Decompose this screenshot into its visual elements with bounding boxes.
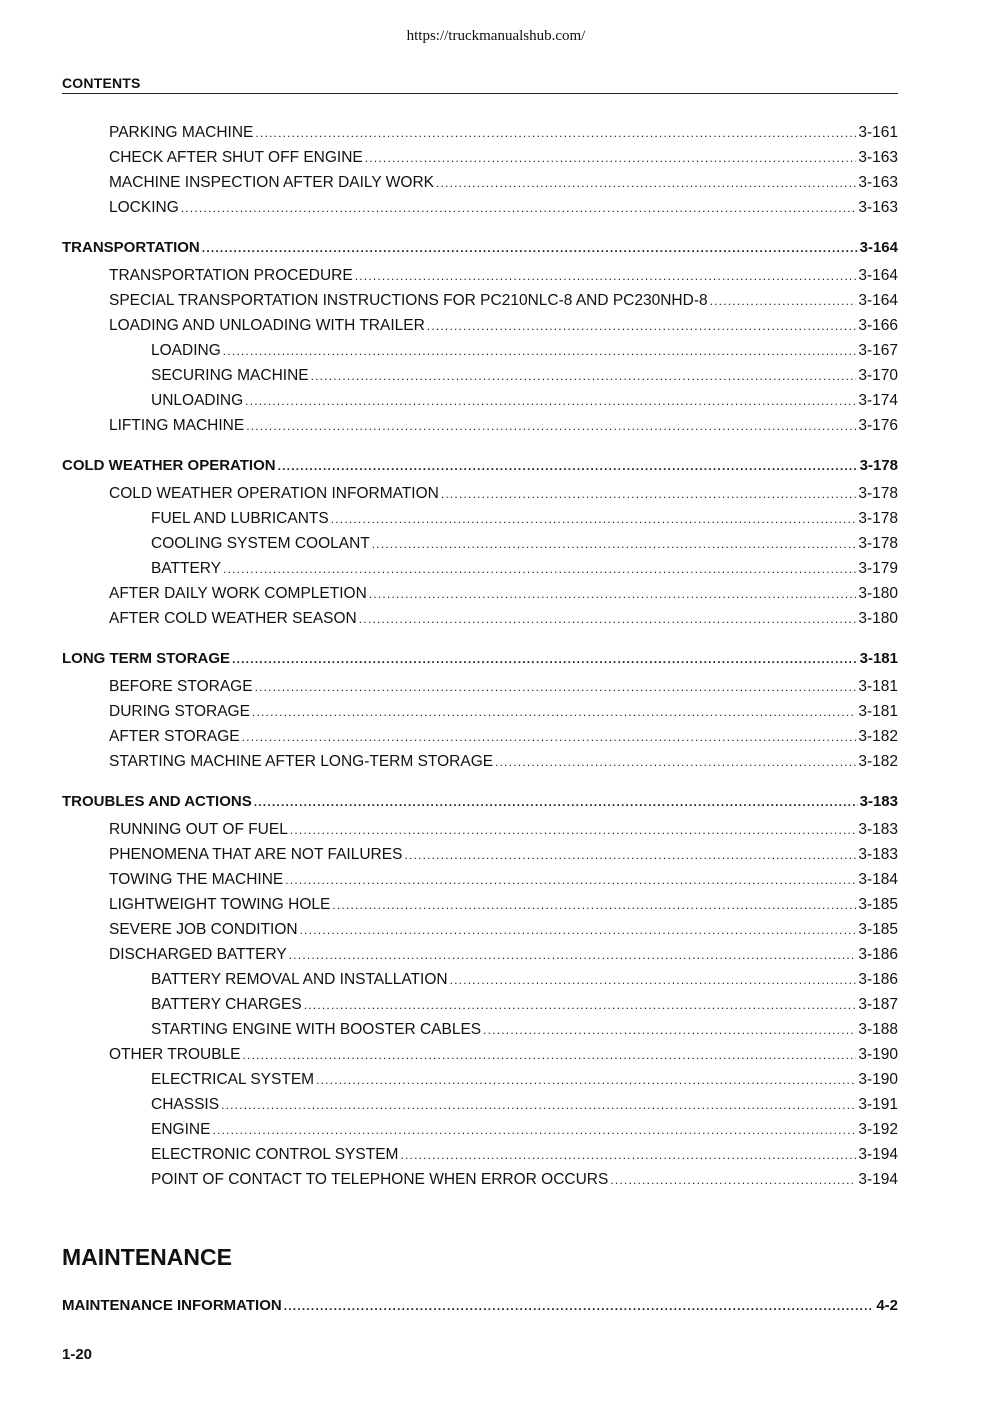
dot-leader bbox=[331, 507, 857, 532]
toc-entry-page: 3-181 bbox=[858, 678, 898, 695]
toc-entry-title: LIFTING MACHINE bbox=[109, 417, 245, 434]
toc-entry-title: RUNNING OUT OF FUEL bbox=[109, 821, 288, 838]
toc-entry[interactable] bbox=[62, 699, 898, 724]
toc-entry[interactable] bbox=[62, 1167, 898, 1192]
toc-entry-page: 3-192 bbox=[858, 1121, 898, 1138]
source-url[interactable]: https://truckmanualshub.com/ bbox=[406, 28, 586, 44]
toc-entry-page: 3-181 bbox=[859, 650, 898, 667]
toc-entry-page: 4-2 bbox=[876, 1297, 898, 1314]
toc-entry-title: COOLING SYSTEM COOLANT bbox=[151, 535, 370, 552]
dot-leader bbox=[710, 289, 857, 314]
toc-entry-title: TRANSPORTATION PROCEDURE bbox=[109, 267, 353, 284]
toc-entry-page: 3-185 bbox=[858, 921, 898, 938]
toc-entry-title: BATTERY REMOVAL AND INSTALLATION bbox=[151, 971, 448, 988]
toc-entry[interactable] bbox=[62, 917, 898, 942]
toc-entry-title: SPECIAL TRANSPORTATION INSTRUCTIONS FOR PC210NLC-8 AND PC230NHD-8 bbox=[109, 292, 708, 309]
dot-leader bbox=[369, 582, 857, 607]
dot-leader bbox=[245, 389, 856, 414]
toc-entry[interactable] bbox=[62, 992, 898, 1017]
toc-entry-page: 3-167 bbox=[858, 342, 898, 359]
toc-entry[interactable] bbox=[62, 674, 898, 699]
toc-entry[interactable] bbox=[62, 506, 898, 531]
toc-entry[interactable] bbox=[62, 967, 898, 992]
toc-entry-page: 3-182 bbox=[858, 753, 898, 770]
toc-entry[interactable] bbox=[62, 120, 898, 145]
maintenance-toc bbox=[62, 1293, 898, 1318]
toc-entry-page: 3-186 bbox=[858, 946, 898, 963]
toc-entry-title: TRANSPORTATION bbox=[62, 239, 200, 256]
toc-entry[interactable] bbox=[62, 363, 898, 388]
toc-entry-title: SEVERE JOB CONDITION bbox=[109, 921, 298, 938]
toc-entry-page: 3-178 bbox=[859, 457, 898, 474]
toc-entry-title: UNLOADING bbox=[151, 392, 244, 409]
toc-entry[interactable] bbox=[62, 1017, 898, 1042]
toc-entry-title: COLD WEATHER OPERATION INFORMATION bbox=[109, 485, 439, 502]
toc-entry-title: ELECTRONIC CONTROL SYSTEM bbox=[151, 1146, 399, 1163]
toc-entry-title: ENGINE bbox=[151, 1121, 211, 1138]
dot-leader bbox=[246, 414, 856, 439]
toc-entry-title: TROUBLES AND ACTIONS bbox=[62, 793, 252, 810]
dot-leader bbox=[404, 843, 856, 868]
toc-entry-page: 3-194 bbox=[858, 1171, 898, 1188]
dot-leader bbox=[223, 557, 856, 582]
toc-entry-page: 3-187 bbox=[858, 996, 898, 1013]
toc-entry-page: 3-163 bbox=[858, 174, 898, 191]
dot-leader bbox=[202, 236, 858, 261]
toc-entry[interactable] bbox=[62, 867, 898, 892]
toc-entry-title: DISCHARGED BATTERY bbox=[109, 946, 287, 963]
dot-leader bbox=[495, 750, 856, 775]
toc-entry-title: MACHINE INSPECTION AFTER DAILY WORK bbox=[109, 174, 434, 191]
toc-entry-page: 3-164 bbox=[858, 267, 898, 284]
toc-entry-title: LONG TERM STORAGE bbox=[62, 650, 231, 667]
dot-leader bbox=[365, 146, 857, 171]
toc-entry[interactable] bbox=[62, 842, 898, 867]
toc-entry-title: BATTERY CHARGES bbox=[151, 996, 302, 1013]
dot-leader bbox=[316, 1068, 856, 1093]
toc-entry[interactable] bbox=[62, 313, 898, 338]
toc-entry-title: PHENOMENA THAT ARE NOT FAILURES bbox=[109, 846, 403, 863]
dot-leader bbox=[221, 1093, 856, 1118]
toc-entry-title: STARTING MACHINE AFTER LONG-TERM STORAGE bbox=[109, 753, 494, 770]
toc-entry-page: 3-188 bbox=[858, 1021, 898, 1038]
toc-entry[interactable] bbox=[62, 195, 898, 220]
dot-leader bbox=[483, 1018, 856, 1043]
toc-entry-page: 3-161 bbox=[858, 124, 898, 141]
dot-leader bbox=[252, 700, 856, 725]
toc-entry-page: 3-164 bbox=[859, 239, 898, 256]
toc-entry[interactable] bbox=[62, 724, 898, 749]
dot-leader bbox=[610, 1168, 856, 1193]
toc-entry[interactable] bbox=[62, 288, 898, 313]
dot-leader bbox=[372, 532, 857, 557]
toc-entry-title: LOADING bbox=[151, 342, 221, 359]
dot-leader bbox=[255, 121, 856, 146]
toc-entry[interactable] bbox=[62, 1042, 898, 1067]
toc-entry[interactable] bbox=[62, 263, 898, 288]
toc-entry[interactable] bbox=[62, 413, 898, 438]
toc-entry-page: 3-178 bbox=[858, 510, 898, 527]
toc-entry-page: 3-183 bbox=[858, 821, 898, 838]
toc-entry-title: ELECTRICAL SYSTEM bbox=[151, 1071, 315, 1088]
toc-entry-page: 3-181 bbox=[858, 703, 898, 720]
toc-entry[interactable] bbox=[62, 892, 898, 917]
dot-leader bbox=[254, 790, 858, 815]
dot-leader bbox=[284, 1294, 875, 1319]
toc-entry[interactable] bbox=[62, 749, 898, 774]
toc-entry-title: AFTER STORAGE bbox=[109, 728, 240, 745]
toc-entry-page: 3-183 bbox=[859, 793, 898, 810]
toc-entry-title: SECURING MACHINE bbox=[151, 367, 309, 384]
dot-leader bbox=[243, 1043, 857, 1068]
dot-leader bbox=[359, 607, 857, 632]
toc-entry-title: MAINTENANCE INFORMATION bbox=[62, 1297, 282, 1314]
toc-entry-page: 3-176 bbox=[858, 417, 898, 434]
toc-entry-title: AFTER DAILY WORK COMPLETION bbox=[109, 585, 367, 602]
toc-entry-page: 3-178 bbox=[858, 535, 898, 552]
toc-entry-title: FUEL AND LUBRICANTS bbox=[151, 510, 329, 527]
toc-entry-title: STARTING ENGINE WITH BOOSTER CABLES bbox=[151, 1021, 482, 1038]
toc-entry[interactable] bbox=[62, 1117, 898, 1142]
toc-entry-page: 3-184 bbox=[858, 871, 898, 888]
dot-leader bbox=[278, 454, 858, 479]
table-of-contents bbox=[62, 120, 898, 1192]
toc-entry-page: 3-164 bbox=[858, 292, 898, 309]
dot-leader bbox=[181, 196, 857, 221]
toc-entry-title: COLD WEATHER OPERATION bbox=[62, 457, 276, 474]
toc-entry-page: 3-163 bbox=[858, 199, 898, 216]
toc-entry-page: 3-178 bbox=[858, 485, 898, 502]
dot-leader bbox=[255, 675, 857, 700]
toc-entry-page: 3-194 bbox=[858, 1146, 898, 1163]
toc-entry-page: 3-174 bbox=[858, 392, 898, 409]
toc-entry[interactable] bbox=[62, 1142, 898, 1167]
toc-entry-page: 3-182 bbox=[858, 728, 898, 745]
toc-entry-title: CHECK AFTER SHUT OFF ENGINE bbox=[109, 149, 363, 166]
toc-entry-title: TOWING THE MACHINE bbox=[109, 871, 284, 888]
toc-entry-title: DURING STORAGE bbox=[109, 703, 250, 720]
dot-leader bbox=[285, 868, 856, 893]
dot-leader bbox=[212, 1118, 856, 1143]
dot-leader bbox=[223, 339, 857, 364]
dot-leader bbox=[289, 943, 857, 968]
toc-entry-page: 3-170 bbox=[858, 367, 898, 384]
toc-entry-title: AFTER COLD WEATHER SEASON bbox=[109, 610, 357, 627]
toc-entry[interactable] bbox=[62, 606, 898, 631]
dot-leader bbox=[355, 264, 857, 289]
dot-leader bbox=[304, 993, 857, 1018]
dot-leader bbox=[436, 171, 856, 196]
toc-entry-page: 3-180 bbox=[858, 610, 898, 627]
dot-leader bbox=[427, 314, 857, 339]
toc-entry-title: BEFORE STORAGE bbox=[109, 678, 253, 695]
toc-entry-title: POINT OF CONTACT TO TELEPHONE WHEN ERROR OCCURS bbox=[151, 1171, 609, 1188]
toc-entry-maintenance-information[interactable] bbox=[62, 1293, 898, 1318]
dot-leader bbox=[311, 364, 857, 389]
toc-entry-page: 3-163 bbox=[858, 149, 898, 166]
toc-entry-title: LOADING AND UNLOADING WITH TRAILER bbox=[109, 317, 425, 334]
toc-entry[interactable] bbox=[62, 1092, 898, 1117]
toc-entry-title: LIGHTWEIGHT TOWING HOLE bbox=[109, 896, 331, 913]
toc-entry-page: 3-190 bbox=[858, 1071, 898, 1088]
toc-entry-title: PARKING MACHINE bbox=[109, 124, 254, 141]
toc-section-entry[interactable] bbox=[62, 789, 898, 814]
toc-entry[interactable] bbox=[62, 388, 898, 413]
toc-entry-page: 3-166 bbox=[858, 317, 898, 334]
toc-entry[interactable] bbox=[62, 338, 898, 363]
toc-entry-page: 3-191 bbox=[858, 1096, 898, 1113]
toc-entry-page: 3-185 bbox=[858, 896, 898, 913]
toc-entry-title: OTHER TROUBLE bbox=[109, 1046, 241, 1063]
page-number: 1-20 bbox=[62, 1346, 93, 1363]
section-title: MAINTENANCE bbox=[62, 1244, 232, 1270]
dot-leader bbox=[242, 725, 857, 750]
dot-leader bbox=[290, 818, 857, 843]
toc-entry[interactable] bbox=[62, 481, 898, 506]
toc-entry[interactable] bbox=[62, 581, 898, 606]
dot-leader bbox=[441, 482, 857, 507]
toc-section-entry[interactable] bbox=[62, 646, 898, 671]
dot-leader bbox=[400, 1143, 856, 1168]
dot-leader bbox=[232, 647, 858, 672]
toc-entry-title: CHASSIS bbox=[151, 1096, 220, 1113]
toc-entry-title: LOCKING bbox=[109, 199, 179, 216]
toc-entry[interactable] bbox=[62, 170, 898, 195]
dot-leader bbox=[332, 893, 856, 918]
dot-leader bbox=[450, 968, 857, 993]
toc-entry-page: 3-186 bbox=[858, 971, 898, 988]
page-header: CONTENTS bbox=[62, 75, 898, 94]
toc-entry[interactable] bbox=[62, 1067, 898, 1092]
toc-entry-page: 3-190 bbox=[858, 1046, 898, 1063]
dot-leader bbox=[300, 918, 857, 943]
toc-entry-page: 3-179 bbox=[858, 560, 898, 577]
toc-entry-page: 3-180 bbox=[858, 585, 898, 602]
toc-section-entry[interactable] bbox=[62, 453, 898, 478]
toc-entry[interactable] bbox=[62, 556, 898, 581]
toc-entry-page: 3-183 bbox=[858, 846, 898, 863]
toc-entry[interactable] bbox=[62, 531, 898, 556]
toc-entry[interactable] bbox=[62, 942, 898, 967]
toc-entry[interactable] bbox=[62, 145, 898, 170]
toc-entry[interactable] bbox=[62, 817, 898, 842]
toc-section-entry[interactable] bbox=[62, 235, 898, 260]
toc-entry-title: BATTERY bbox=[151, 560, 222, 577]
